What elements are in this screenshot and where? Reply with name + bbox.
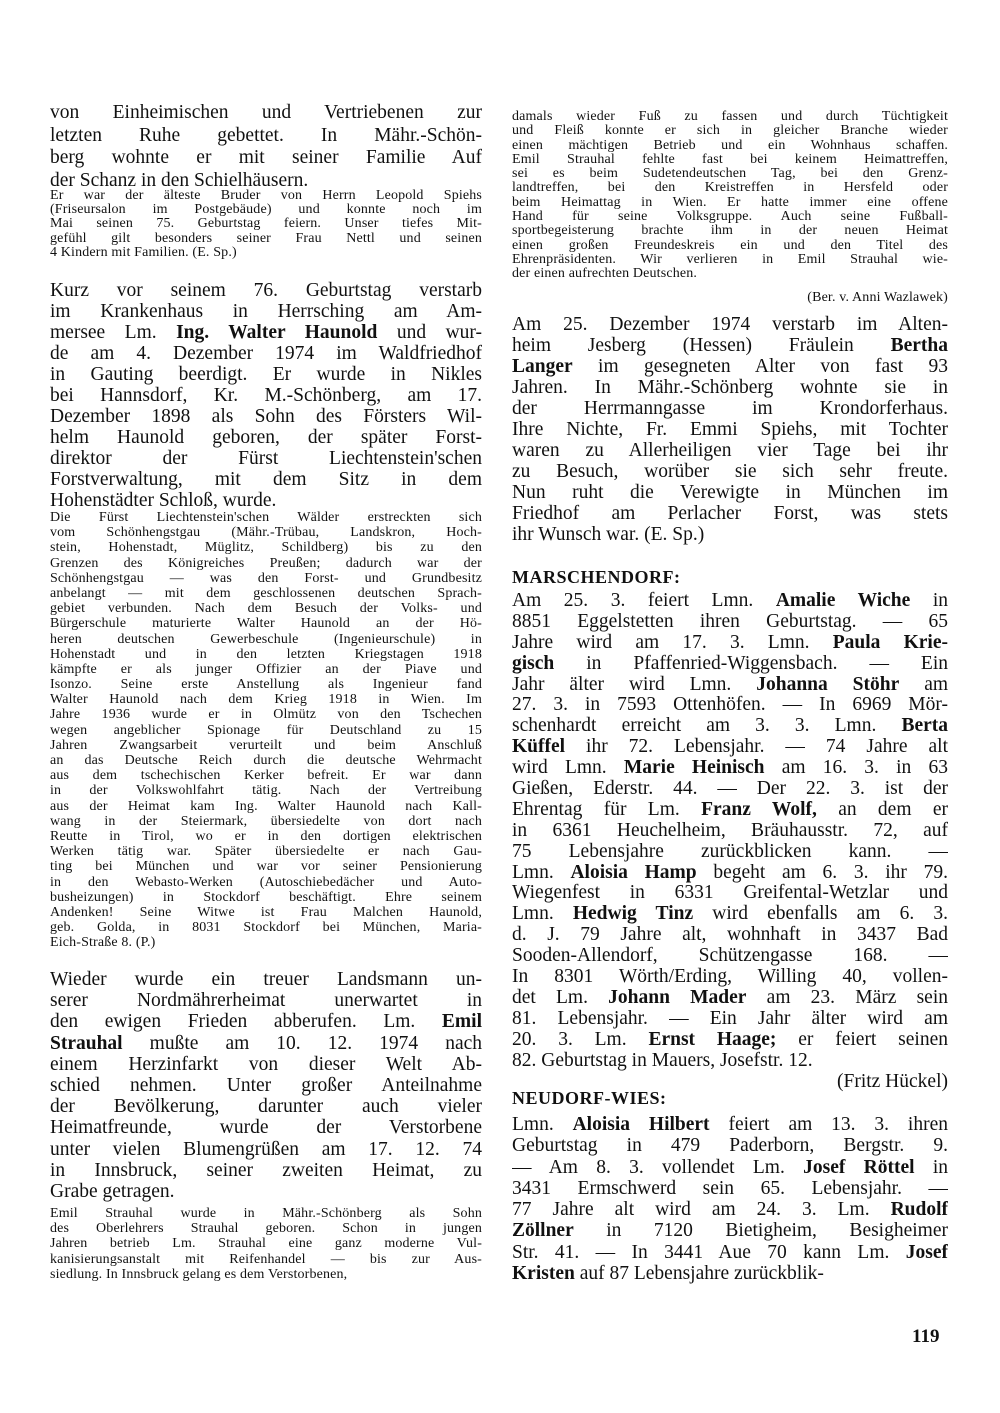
text-line xyxy=(50,1160,482,1181)
text-segment: unter vielen Blumengrüßen am 17. 12. 74 xyxy=(50,1138,482,1160)
text-line xyxy=(512,398,948,419)
text-segment: stein, Hohenstadt, Müglitz, Schildberg) bis zu den xyxy=(50,540,482,556)
text-segment: Walter Haunold nach dem Krieg 1918 in Wien. Im xyxy=(50,692,482,708)
text-segment: 4 Kindern mit Familien. (E. Sp.) xyxy=(50,245,237,260)
text-line xyxy=(50,1033,482,1054)
text-segment: im gesegneten Alter von fast 93 xyxy=(572,356,948,377)
text-segment: 81. Lebensjahr. — Ein Jahr älter wird am xyxy=(512,1008,948,1029)
text-line xyxy=(50,246,482,260)
text-line xyxy=(512,800,948,821)
text-segment: mersee Lm. xyxy=(50,322,177,343)
bold-name: Josef xyxy=(905,1241,948,1263)
text-line xyxy=(512,737,948,758)
text-line xyxy=(50,217,482,231)
text-line xyxy=(512,239,948,253)
text-line xyxy=(512,612,948,633)
text-line xyxy=(512,1242,948,1263)
text-line xyxy=(50,905,482,920)
text-segment: Nun ruht die Verewigte in München im xyxy=(512,482,948,503)
text-segment: den ewigen Frieden abberufen. Lm. xyxy=(50,1011,442,1033)
bold-name: Aloisia Hamp xyxy=(570,862,697,883)
text-line xyxy=(50,1221,482,1236)
text-line xyxy=(50,571,482,586)
text-line xyxy=(512,110,948,124)
text-line xyxy=(50,875,482,890)
bold-name: Aloisia Hilbert xyxy=(572,1114,710,1135)
text-line xyxy=(512,314,948,335)
text-segment: ihr 72. Lebensjahr. — 74 Jahre alt xyxy=(565,737,948,758)
text-segment: Kurz vor seinem 76. Geburtstag verstarb xyxy=(50,280,482,301)
page-number: 119 xyxy=(912,1326,940,1347)
text-line xyxy=(50,469,482,490)
text-segment: ting bei München und war vor seiner Pensionierung xyxy=(50,859,482,875)
text-segment: Reutte in Tirol, wo er in den dortigen elektrischen xyxy=(50,828,482,844)
text-line xyxy=(50,890,482,905)
text-line xyxy=(50,125,482,148)
text-segment: siedlung. In Innsbruck gelang es dem Verstorbenen, xyxy=(50,1266,348,1282)
bold-name: Johanna Stöhr xyxy=(756,674,900,695)
bold-name: Langer xyxy=(512,356,573,377)
left-obituary-haunold xyxy=(50,280,482,511)
text-segment: Die Fürst Liechtenstein'schen Wälder erstreckten sich xyxy=(50,510,482,525)
bold-name: Kristen xyxy=(512,1263,575,1285)
text-segment: zu Besuch, worüber sie sich sehr freute. xyxy=(512,461,948,482)
text-line xyxy=(50,385,482,406)
text-line xyxy=(50,1117,482,1138)
text-line xyxy=(50,343,482,364)
text-line xyxy=(512,1263,948,1284)
text-line xyxy=(512,904,948,925)
text-line xyxy=(512,210,948,224)
bold-name: Ing. Walter Haunold xyxy=(176,322,378,343)
bold-name: Marie Heinisch xyxy=(623,758,765,779)
bold-name: gisch xyxy=(512,653,555,674)
text-line xyxy=(50,525,482,540)
text-line xyxy=(512,1199,948,1220)
text-segment: Sooden-Allendorf, Schützengasse 168. — xyxy=(512,946,948,967)
text-line xyxy=(50,677,482,692)
text-segment: Str. 41. — In 3441 Aue 70 kann Lm. xyxy=(512,1241,906,1263)
text-segment: Gießen, Ederstr. 44. — Der 22. 3. ist der xyxy=(512,779,948,800)
text-line xyxy=(512,1009,948,1030)
text-segment: landtreffen, bei den Kreistreffen in Hersfeld oder xyxy=(512,181,948,196)
text-line xyxy=(512,253,948,267)
text-segment: der Herrmanngasse im Krondorferhaus. xyxy=(512,398,948,419)
text-segment: Hohenstädter Schloß, wurde. xyxy=(50,490,277,511)
text-line xyxy=(50,189,482,203)
text-segment: Am 25. 3. feiert Lmn. xyxy=(512,591,776,611)
text-segment: Isonzo. Seine erste Anstellung als Ingenieur fand xyxy=(50,677,482,693)
text-segment: wird ebenfalls am 6. 3. xyxy=(693,904,948,925)
text-line xyxy=(50,647,482,662)
text-segment: an dem er xyxy=(816,799,948,820)
text-segment: damals wieder Fuß zu fassen und durch Tüchtigkeit xyxy=(512,110,948,124)
text-line xyxy=(512,419,948,440)
text-segment: serer Nordmährerheimat unerwartet in xyxy=(50,990,482,1012)
text-line xyxy=(50,364,482,385)
text-segment: in den Webasto-Werken (Autoschiebedächer und Auto- xyxy=(50,874,482,890)
bold-name: Strauhal xyxy=(50,1032,123,1054)
bold-name: Küffel xyxy=(512,737,566,758)
text-line xyxy=(512,925,948,946)
text-segment: am 23. März sein xyxy=(746,987,948,1008)
text-segment: aus dem tschechischen Kerker befreit. Er war dann xyxy=(50,768,482,784)
text-line xyxy=(512,779,948,800)
text-segment: Eich-Straße 8. (P.) xyxy=(50,935,156,951)
text-segment: Geburtstag in 479 Paderborn, Bergstr. 9. xyxy=(512,1135,948,1157)
bold-name: Zöllner xyxy=(512,1220,574,1242)
text-line xyxy=(50,632,482,647)
text-segment: busheizungen) in Stockdorf beschäftigt. Ehre seinem xyxy=(50,889,482,905)
text-segment: 82. Geburtstag in Mauers, Josefstr. 12. xyxy=(512,1050,813,1071)
text-line xyxy=(512,224,948,238)
text-line xyxy=(50,723,482,738)
text-segment: Ehrenpräsidenten. Wir verlieren in Emil Strauhal wie- xyxy=(512,252,948,267)
text-segment: Emil Strauhal wurde in Mähr.-Schönberg als Sohn xyxy=(50,1206,482,1221)
text-line xyxy=(50,301,482,322)
text-segment: in Gauting beerdigt. Er wurde in Nikles xyxy=(50,364,482,385)
text-segment: kanisierungsanstalt mit Reifenhandel — bis zur Aus- xyxy=(50,1251,482,1267)
text-line xyxy=(50,1181,482,1202)
text-line xyxy=(50,510,482,525)
text-line xyxy=(50,1206,482,1221)
text-line xyxy=(50,738,482,753)
text-segment: Forstverwaltung, mit dem Sitz in dem xyxy=(50,469,482,490)
text-line xyxy=(512,946,948,967)
text-segment: in 7120 Bietigheim, Besigheimer xyxy=(573,1220,948,1242)
text-segment: Andenken! Seine Witwe ist Frau Malchen Haunold, xyxy=(50,904,482,920)
text-line xyxy=(512,167,948,181)
text-segment: 75 Lebensjahre zurückblicken kann. — xyxy=(512,841,948,862)
left-obituary-strauhal xyxy=(50,969,482,1202)
text-line xyxy=(50,540,482,555)
text-line xyxy=(512,1114,948,1135)
text-line xyxy=(50,556,482,571)
text-segment: auf 87 Lebensjahre zurückblik- xyxy=(574,1263,824,1285)
text-segment: 3431 Ermschwerd sein 65. Lebensjahr. — xyxy=(512,1177,948,1199)
text-line xyxy=(512,863,948,884)
text-segment: von Einheimischen und Vertriebenen zur xyxy=(50,102,482,123)
text-line xyxy=(50,203,482,217)
text-line xyxy=(512,716,948,737)
text-line xyxy=(50,1267,482,1282)
text-line xyxy=(50,844,482,859)
text-segment: in xyxy=(914,1156,948,1178)
text-line xyxy=(50,322,482,343)
text-line xyxy=(512,633,948,654)
text-line xyxy=(512,153,948,167)
text-line xyxy=(50,753,482,768)
text-segment: Wiegenfest in 6331 Greifental-Wetzlar und xyxy=(512,883,948,904)
text-line xyxy=(512,988,948,1009)
text-line xyxy=(50,601,482,616)
text-segment: begeht am 6. 3. ihr 79. xyxy=(696,862,948,883)
text-segment: wird Lmn. xyxy=(512,758,624,779)
left-note-strauhal xyxy=(50,1206,482,1282)
text-segment: einen mächtigen Betrieb und ein Wohnhaus schaffen. xyxy=(512,138,948,153)
bold-name: Ernst Haage; xyxy=(648,1029,777,1050)
marschendorf-birthdays xyxy=(512,591,948,1071)
text-segment: schied nehmen. Unter großer Anteilnahme xyxy=(50,1074,482,1096)
text-line xyxy=(512,482,948,503)
text-segment: Jahr älter wird Lmn. xyxy=(512,674,757,695)
bold-name: Josef Röttel xyxy=(803,1156,915,1178)
text-segment: am xyxy=(899,674,948,695)
text-line xyxy=(512,461,948,482)
text-segment: heren deutschen Gewerbeschule (Ingenieurschule) in xyxy=(50,631,482,647)
text-line xyxy=(50,692,482,707)
text-segment: Grenzen des Königreiches Preußen; dadurch war der xyxy=(50,555,482,571)
text-segment: mußte am 10. 12. 1974 nach xyxy=(122,1032,482,1054)
text-line xyxy=(50,969,482,990)
right-obituary-langer xyxy=(512,314,948,545)
text-segment: und wur- xyxy=(377,322,482,343)
text-line xyxy=(50,1011,482,1032)
text-segment: letzten Ruhe gebettet. In Mähr.-Schön- xyxy=(50,124,482,146)
text-segment: Jahre 1936 wurde er in Olmütz von den Tschechen xyxy=(50,707,482,723)
text-segment: in 6361 Heuchelheim, Bräuhausstr. 72, auf xyxy=(512,820,948,841)
text-segment: Jahren betrieb Lm. Strauhal eine ganz moderne Vul- xyxy=(50,1236,482,1252)
bold-name: Hedwig Tinz xyxy=(572,904,694,925)
neudorf-wies-birthdays xyxy=(512,1114,948,1284)
text-segment: geb. Golda, in 8031 Stockdorf bei München, Maria- xyxy=(50,920,482,936)
text-line xyxy=(50,990,482,1011)
text-segment: wang in der Steiermark, übersiedelte von dort nach xyxy=(50,813,482,829)
text-segment: am 16. 3. in 63 xyxy=(764,758,948,779)
text-line xyxy=(50,920,482,935)
text-line xyxy=(50,768,482,783)
text-segment: Am 25. Dezember 1974 verstarb im Alten- xyxy=(512,314,948,335)
text-line xyxy=(512,139,948,153)
text-segment: — Am 8. 3. vollendet Lm. xyxy=(512,1156,804,1178)
text-segment: des Oberlehrers Strauhal geboren. Schon in jungen xyxy=(50,1221,482,1237)
text-segment: Hohenstadt und in den letzten Kriegstagen 1918 xyxy=(50,646,482,662)
text-segment: beim Heimattag in Wien. Er hatte immer eine offene xyxy=(512,195,948,210)
left-note-haunold xyxy=(50,510,482,950)
bold-name: Bertha xyxy=(890,335,948,356)
left-note-spiehs xyxy=(50,189,482,260)
text-line xyxy=(50,586,482,601)
text-segment: Dezember 1898 als Sohn des Försters Wil- xyxy=(50,406,482,427)
text-segment: Grabe getragen. xyxy=(50,1180,175,1202)
text-line xyxy=(512,1030,948,1051)
text-segment: ihr Wunsch war. (E. Sp.) xyxy=(512,524,705,545)
text-segment: waren zu Allerheiligen vier Tage bei ihr xyxy=(512,440,948,461)
text-segment: in xyxy=(910,591,948,611)
text-line xyxy=(50,935,482,950)
text-line xyxy=(50,859,482,874)
text-segment: In 8301 Wörth/Erding, Willing 40, vollen- xyxy=(512,967,948,988)
text-segment: in Innsbruck, seiner zweiten Heimat, zu xyxy=(50,1159,482,1181)
text-line xyxy=(50,783,482,798)
text-segment: 27. 3. in 7593 Ottenhöfen. — In 6969 Mör- xyxy=(512,695,948,716)
text-line xyxy=(50,102,482,125)
text-line xyxy=(512,524,948,545)
section-heading-neudorf-wies: NEUDORF-WIES: xyxy=(512,1088,667,1108)
text-line xyxy=(50,1075,482,1096)
text-line xyxy=(50,232,482,246)
text-segment: Bürgerschule maturierte Walter Haunold an der Hö- xyxy=(50,616,482,632)
text-line xyxy=(50,662,482,677)
text-segment: Hand für seine Volksgruppe. Auch seine Fußball- xyxy=(512,210,948,225)
text-line xyxy=(50,280,482,301)
text-segment: in der Volkswohlfahrt tätig. Nach der Vertreibung xyxy=(50,783,482,799)
text-line xyxy=(50,1054,482,1075)
text-line xyxy=(50,147,482,170)
text-segment: einen großen Freundeskreis ein und den Titel des xyxy=(512,238,948,253)
text-line xyxy=(50,1096,482,1117)
text-segment: sportbegeisterung brachte ihm in der neuen Heimat xyxy=(512,224,948,239)
text-segment: d. J. 79 Jahre alt, wohnhaft in 3437 Bad xyxy=(512,925,948,946)
text-line xyxy=(50,616,482,631)
text-line xyxy=(512,1178,948,1199)
text-line xyxy=(512,591,948,612)
text-segment: an das Deutsche Reich durch die deutsche Wehrmacht xyxy=(50,753,482,768)
text-segment: Er war der älteste Bruder von Herrn Leopold Spiehs xyxy=(50,189,482,203)
text-segment: 77 Jahre alt wird am 24. 3. Lm. xyxy=(512,1199,891,1221)
attribution-wazlawek: (Ber. v. Anni Wazlawek) xyxy=(807,290,948,305)
text-line xyxy=(50,448,482,469)
text-line xyxy=(50,707,482,722)
text-segment: im Krankenhaus in Herrsching am Am- xyxy=(50,301,482,322)
text-line xyxy=(512,267,948,281)
text-segment: Lmn. xyxy=(512,1114,573,1135)
bold-name: Emil xyxy=(441,1011,482,1033)
text-segment: Ehrentag für Lm. xyxy=(512,799,702,820)
bold-name: Rudolf xyxy=(890,1199,948,1221)
text-segment: helm Haunold geboren, der später Forst- xyxy=(50,427,482,448)
text-line xyxy=(512,196,948,210)
text-segment: Mai seinen 75. Geburtstag feiern. Unser tiefes Mit- xyxy=(50,217,482,232)
text-segment: vom Schönhengstgau (Mähr.-Trübau, Landskron, Hoch- xyxy=(50,525,482,541)
text-segment: Lmn. xyxy=(512,862,571,883)
text-segment: sei es beim Sudetendeutschen Tag, bei den Grenz- xyxy=(512,167,948,182)
text-line xyxy=(50,1139,482,1160)
bold-name: Johann Mader xyxy=(608,987,747,1008)
bold-name: Berta xyxy=(901,716,948,737)
bold-name: Amalie Wiche xyxy=(775,591,911,611)
text-segment: in Pfaffenried-Wiggensbach. — Ein xyxy=(554,653,948,674)
text-segment: Heimatfreunde, wurde der Verstorbene xyxy=(50,1117,482,1139)
text-segment: 8851 Eggelstetten ihren Geburtstag. — 65 xyxy=(512,611,948,632)
text-line xyxy=(512,967,948,988)
bold-name: Paula Krie- xyxy=(832,632,948,653)
text-segment: (Friseursalon im Postgebäude) und konnte noch im xyxy=(50,203,482,218)
text-segment: aus der Heimat kam Ing. Walter Haunold nach Kall- xyxy=(50,798,482,814)
text-line xyxy=(50,829,482,844)
bold-name: Franz Wolf, xyxy=(701,799,817,820)
text-line xyxy=(512,377,948,398)
text-segment: einem Herzinfarkt von dieser Welt Ab- xyxy=(50,1053,482,1075)
text-line xyxy=(512,1157,948,1178)
text-line xyxy=(50,490,482,511)
text-segment: berg wohnte er mit seiner Familie Auf xyxy=(50,147,482,168)
text-segment: Wieder wurde ein treuer Landsmann un- xyxy=(50,969,482,990)
section-heading-marschendorf: MARSCHENDORF: xyxy=(512,567,681,587)
right-note-strauhal xyxy=(512,110,948,282)
text-line xyxy=(512,1135,948,1156)
text-segment: heim Jesberg (Hessen) Fräulein xyxy=(512,335,891,356)
text-segment: Jahren Zwangsarbeit verurteilt und beim Anschluß xyxy=(50,737,482,753)
text-line xyxy=(512,695,948,716)
text-line xyxy=(50,1252,482,1267)
text-line xyxy=(512,124,948,138)
text-line xyxy=(512,675,948,696)
text-segment: und Fleiß konnte er sich in gleicher Branche wieder xyxy=(512,124,948,139)
text-segment: feiert am 13. 3. ihren xyxy=(709,1114,948,1135)
text-segment: anbelangt — mit dem geschlossenen deutschen Sprach- xyxy=(50,585,482,601)
text-segment: Ihre Nichte, Fr. Emmi Spiehs, mit Tochter xyxy=(512,419,948,440)
text-line xyxy=(512,181,948,195)
text-line xyxy=(512,1220,948,1241)
text-segment: direktor der Fürst Liechtenstein'schen xyxy=(50,448,482,469)
text-line xyxy=(50,1236,482,1251)
text-line xyxy=(512,842,948,863)
text-segment: der einen aufrechten Deutschen. xyxy=(512,267,698,282)
text-segment: schenhardt erreicht am 3. 3. Lmn. xyxy=(512,716,902,737)
text-line xyxy=(512,654,948,675)
text-line xyxy=(512,758,948,779)
text-line xyxy=(512,440,948,461)
text-segment: Werken tätig war. Später übersiedelte er nach Gau- xyxy=(50,844,482,860)
attribution-hueckel: (Fritz Hückel) xyxy=(836,1071,948,1092)
text-line xyxy=(50,799,482,814)
left-paragraph-1 xyxy=(50,102,482,192)
text-line xyxy=(50,427,482,448)
text-line xyxy=(512,883,948,904)
text-segment: er feiert seinen xyxy=(776,1029,948,1050)
text-segment: det Lm. xyxy=(512,987,609,1008)
text-segment: Jahren. In Mähr.-Schönberg wohnte sie in xyxy=(512,377,948,398)
text-line xyxy=(512,356,948,377)
text-segment: Friedhof am Perlacher Forst, was stets xyxy=(512,503,948,524)
text-line xyxy=(512,1051,948,1072)
text-segment: bei Hannsdorf, Kr. M.-Schönberg, am 17. xyxy=(50,385,482,406)
text-segment: der Schanz in den Schielhäusern. xyxy=(50,169,309,191)
text-line xyxy=(512,335,948,356)
text-segment: kämpfte er als junger Offizier an der Piave und xyxy=(50,661,482,677)
text-segment: wegen angeblicher Spionage für Deutschland zu 15 xyxy=(50,722,482,738)
text-segment: 20. 3. Lm. xyxy=(512,1029,649,1050)
text-segment: Schönhengstgau — was den Forst- und Grundbesitz xyxy=(50,570,482,586)
text-line xyxy=(512,821,948,842)
text-line xyxy=(50,406,482,427)
text-segment: Lmn. xyxy=(512,904,573,925)
text-segment: gebiet verbunden. Nach dem Besuch der Volks- und xyxy=(50,601,482,617)
text-line xyxy=(512,503,948,524)
text-segment: de am 4. Dezember 1974 im Waldfriedhof xyxy=(50,343,482,364)
text-line xyxy=(50,814,482,829)
text-segment: Jahre wird am 17. 3. Lmn. xyxy=(512,632,833,653)
text-segment: der Bevölkerung, darunter auch vieler xyxy=(50,1096,482,1118)
text-segment: Emil Strauhal fehlte fast bei keinem Heimattreffen, xyxy=(512,152,948,167)
text-segment: gefühl gilt besonders seiner Frau Nettl und seinen xyxy=(50,231,482,246)
